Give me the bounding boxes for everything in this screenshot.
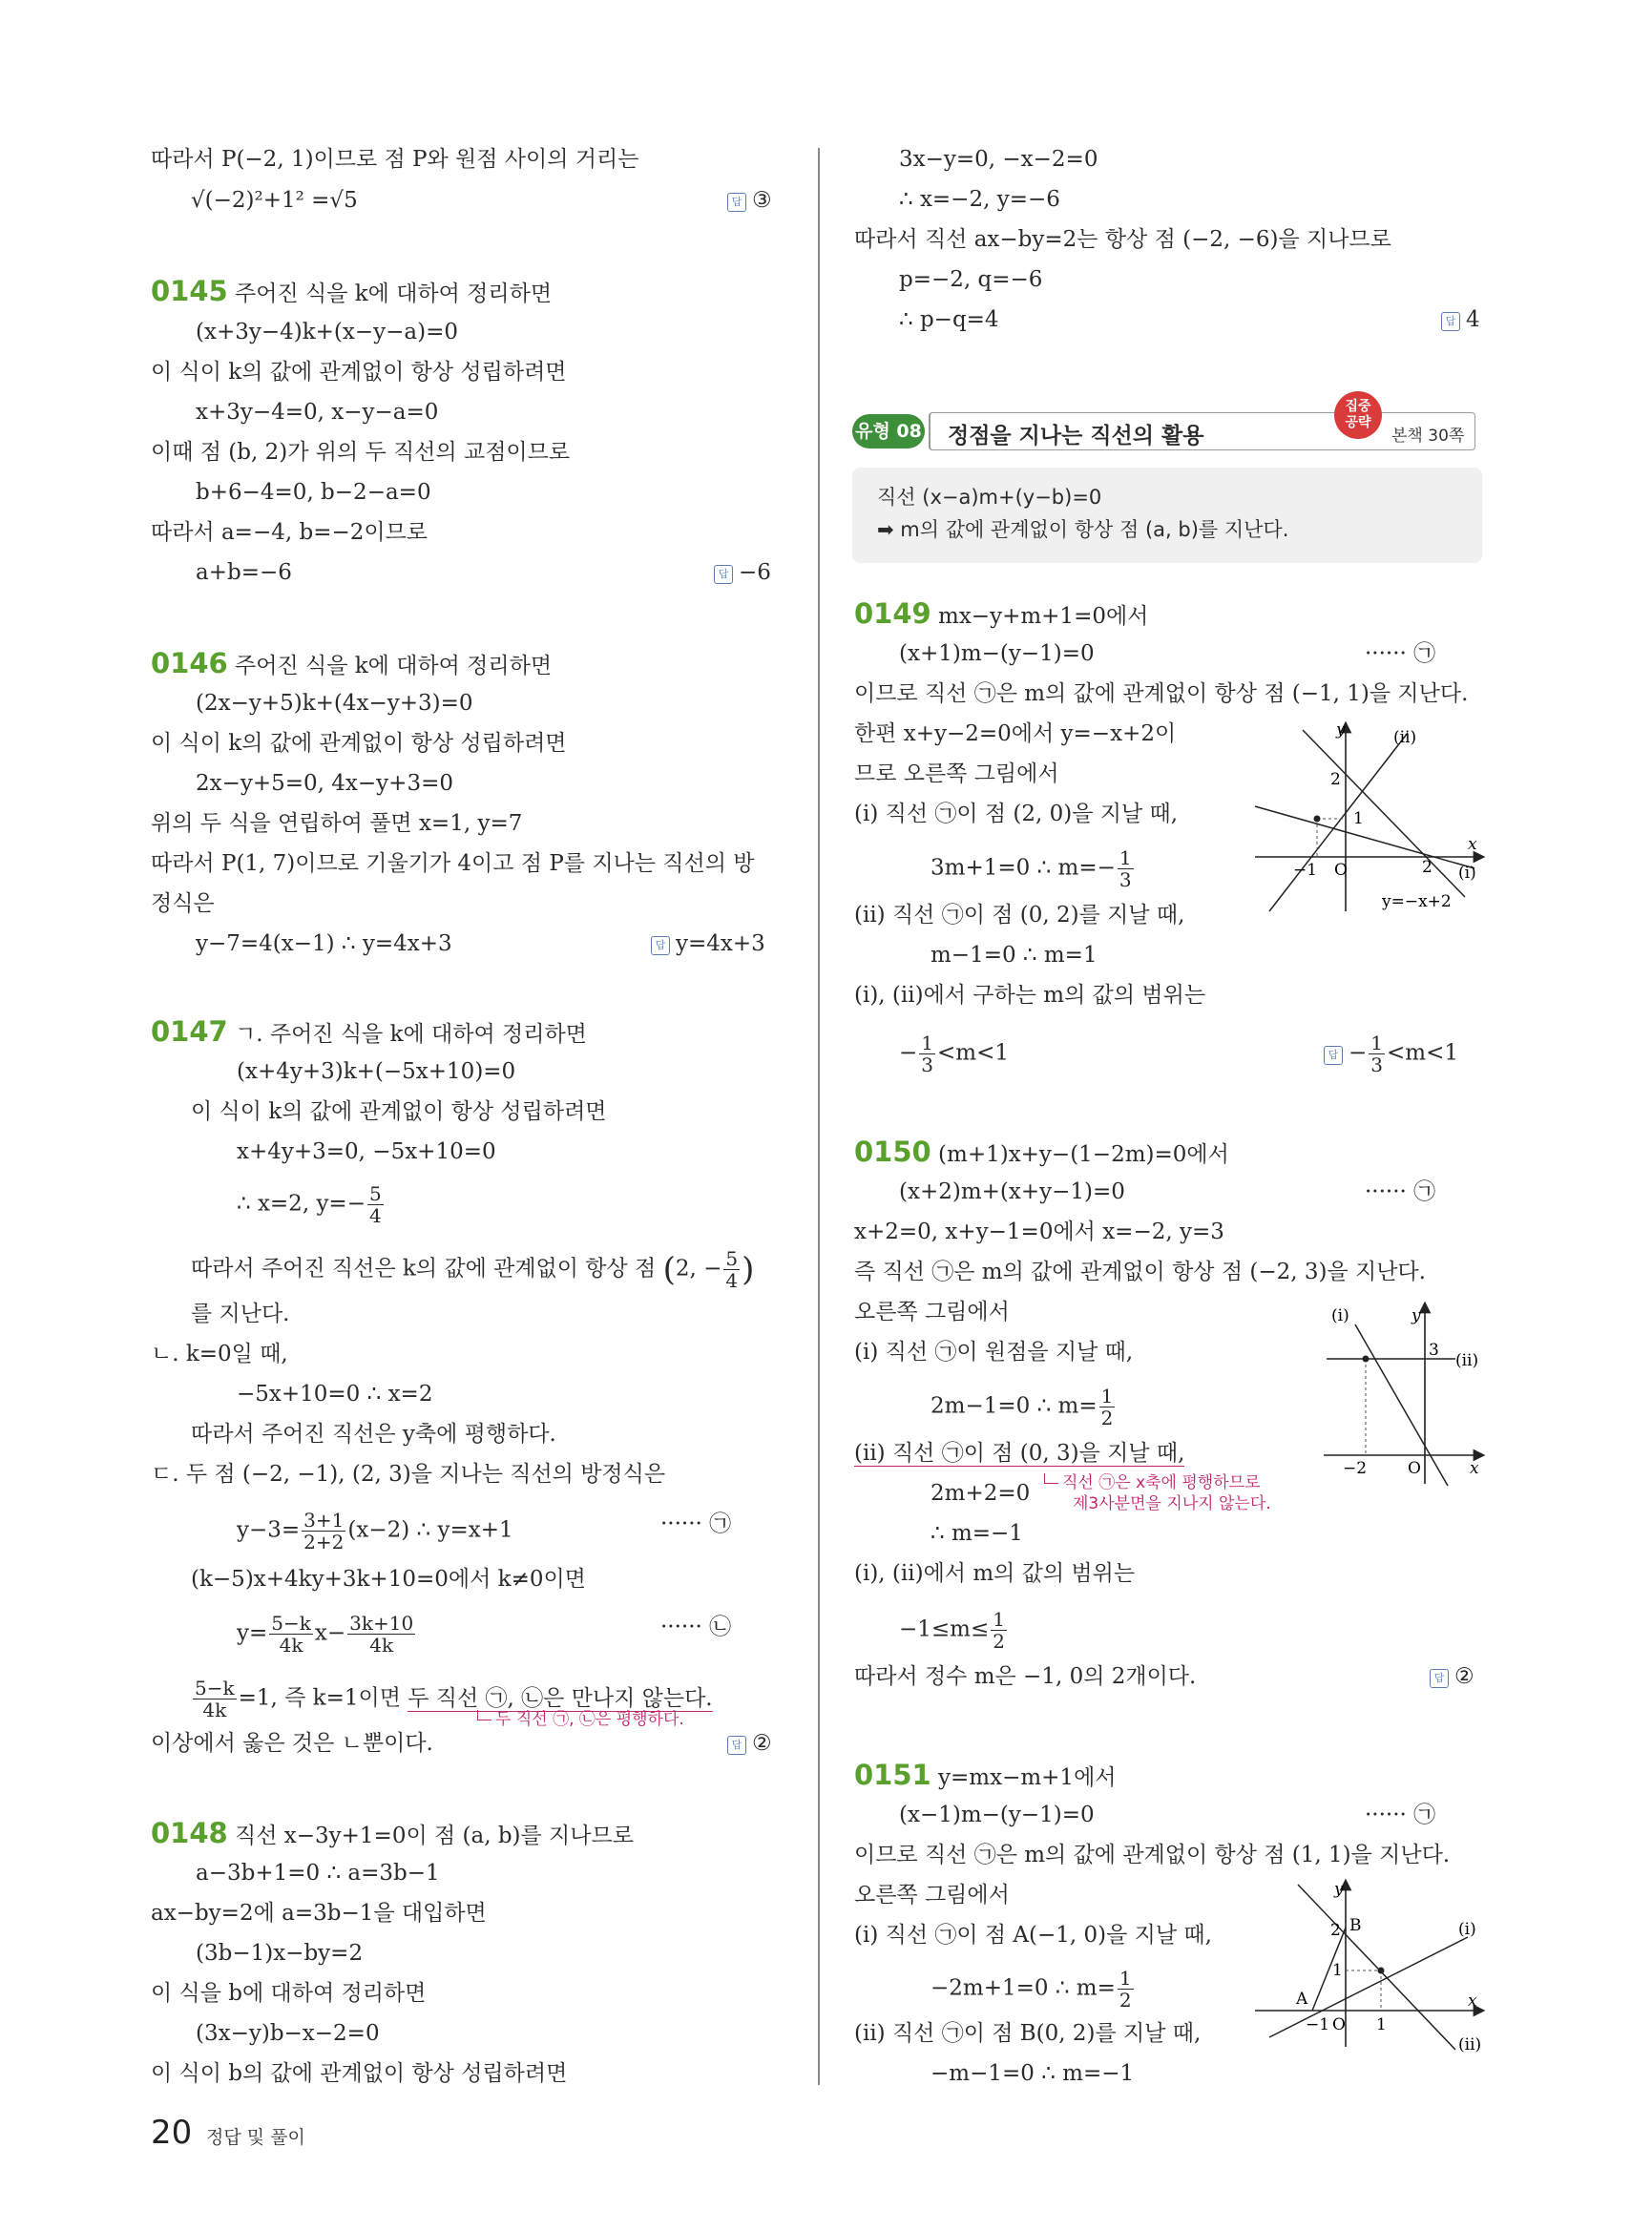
fraction: $\frac{5}{4}$ — [725, 1247, 739, 1292]
margin-note: 직선 ㉠은 x축에 평행하므로 — [1044, 1473, 1261, 1492]
answer-icon: 답 — [1324, 1046, 1343, 1065]
graph-label: y — [1412, 1306, 1421, 1325]
text-line: 이 식이 k의 값에 관계없이 항상 성립하려면 — [191, 1099, 607, 1124]
problem-0146 — [151, 649, 552, 680]
answer-mark: 답 y=4x+3 — [651, 929, 765, 958]
answer-mark: 답 4 — [1441, 305, 1480, 334]
text-line: 이 식을 b에 대하여 정리하면 — [151, 1981, 427, 2006]
math-line: (x+1)m−(y−1)=0 — [899, 641, 1095, 666]
text-line: 이므로 직선 ㉠은 m의 값에 관계없이 항상 점 (−1, 1)을 지난다. — [854, 681, 1469, 706]
graph-label: 2 — [1422, 858, 1432, 877]
graph-0150 — [1322, 1298, 1489, 1489]
math-line: −2m+1=0 ∴ m= $\frac{1}{2}$ — [931, 1967, 1132, 2012]
text-line: 오른쪽 그림에서 — [854, 1300, 1010, 1324]
text-line: 주어진 식을 k에 대하여 정리하면 — [235, 654, 553, 678]
problem-number: 0146 — [151, 647, 228, 679]
text-line: 따라서 주어진 직선은 k의 값에 관계없이 항상 점 (2, − $\frac{5}{4}$ ) — [191, 1247, 755, 1292]
math-line: ∴ m=−1 — [931, 1521, 1023, 1546]
text-line: (k−5)x+4ky+3k+10=0에서 k≠0이면 — [191, 1567, 586, 1592]
page-number: 20 — [151, 2114, 193, 2152]
math-line: a−3b+1=0 ∴ a=3b−1 — [196, 1861, 440, 1886]
graph-label: y — [1334, 1880, 1344, 1899]
text-line: 따라서 직선 ax−by=2는 항상 점 (−2, −6)을 지나므로 — [854, 227, 1391, 252]
graph-label: 2 — [1330, 770, 1341, 789]
text-line: 따라서 P(1, 7)이므로 기울기가 4이고 점 P를 지나는 직선의 방 — [151, 851, 755, 876]
math-line: y= $\frac{5-k}{4k}$ x− $\frac{3k+10}{4k}$ — [237, 1612, 414, 1657]
graph-label: O — [1332, 2015, 1346, 2034]
math-line: p=−2, q=−6 — [899, 267, 1043, 292]
margin-note: 두 직선 ㉠, ㉡은 평행하다. — [477, 1710, 684, 1729]
text-line: 이때 점 (b, 2)가 위의 두 직선의 교점이므로 — [151, 440, 571, 465]
line-y-eq — [1303, 730, 1465, 897]
answer-icon: 답 — [714, 565, 733, 584]
fraction: $\frac{1}{2}$ — [993, 1608, 1005, 1653]
math-line: −5x+10=0 ∴ x=2 — [237, 1382, 433, 1407]
text-line: 이 식이 k의 값에 관계없이 항상 성립하려면 — [151, 731, 567, 756]
graph-label: (ⅱ) — [1455, 1351, 1479, 1370]
text-line: ㄷ. 두 점 (−2, −1), (2, 3)을 지나는 직선의 방정식은 — [151, 1462, 666, 1487]
text-line: 직선 x−3y+1=0이 점 (a, b)를 지나므로 — [235, 1824, 634, 1848]
answer-mark: 답 ② — [1430, 1662, 1474, 1691]
graph-label: O — [1408, 1459, 1421, 1478]
problem-0147 — [151, 1017, 587, 1049]
math-line: (x+2)m+(x+y−1)=0 — [899, 1179, 1125, 1204]
text-line: 이 식이 k의 값에 관계없이 항상 성립하려면 — [151, 360, 567, 385]
concept-line: 직선 (x−a)m+(y−b)=0 — [877, 486, 1102, 509]
book-reference: 본책 30쪽 — [1391, 427, 1465, 446]
concept-box — [852, 468, 1482, 563]
text-line: 정식은 — [151, 891, 215, 916]
fraction: $\frac{5}{4}$ — [368, 1182, 382, 1227]
answer-mark: 답 −6 — [714, 558, 771, 587]
graph-label: 3 — [1429, 1341, 1439, 1360]
math-line: 2m+2=0 — [931, 1481, 1031, 1506]
text-line: (ⅰ) 직선 ㉠이 점 A(−1, 0)을 지날 때, — [854, 1923, 1212, 1948]
column-divider — [818, 148, 820, 2085]
math-line: √(−2)²+1² =√5 — [191, 188, 358, 213]
focus-tag: 집중 공략 — [1334, 391, 1382, 439]
fraction: $\frac{1}{2}$ — [1100, 1385, 1114, 1429]
problem-0148 — [151, 1819, 634, 1850]
math-line: m−1=0 ∴ m=1 — [931, 943, 1098, 968]
text-line: ㄴ. k=0일 때, — [151, 1342, 288, 1366]
answer-mark: 답 ② — [727, 1729, 772, 1758]
footer-label: 정답 및 풀이 — [206, 2127, 305, 2148]
graph-label: B — [1349, 1916, 1362, 1935]
fraction: $\frac{1}{3}$ — [1370, 1032, 1384, 1076]
problem-number: 0149 — [854, 597, 931, 630]
equation-tag: ······ ㉠ — [1365, 1803, 1436, 1827]
text-line: 위의 두 식을 연립하여 풀면 x=1, y=7 — [151, 811, 523, 836]
graph-label: x — [1468, 1991, 1477, 2011]
graph-label: −1 — [1293, 861, 1318, 880]
problem-0149 — [854, 599, 1148, 631]
fraction: $\frac{3k+10}{4k}$ — [349, 1612, 414, 1657]
graph-label: −2 — [1343, 1459, 1368, 1478]
graph-label: 1 — [1332, 1961, 1343, 1980]
problem-0151 — [854, 1761, 1117, 1792]
text-line: (ⅰ) 직선 ㉠이 점 (2, 0)을 지날 때, — [854, 802, 1179, 826]
math-line: x+4y+3=0, −5x+10=0 — [237, 1139, 496, 1164]
fraction: $\frac{1}{3}$ — [1119, 846, 1132, 891]
fraction: $\frac{3+1}{2+2}$ — [303, 1509, 345, 1553]
math-line: (3x−y)b−x−2=0 — [196, 2021, 380, 2046]
underlined-text: 두 직선 ㉠, ㉡은 만나지 않는다. — [408, 1685, 713, 1711]
math-line: x+2=0, x+y−1=0에서 x=−2, y=3 — [854, 1220, 1224, 1244]
graph-label: O — [1334, 861, 1348, 880]
text-line: 따라서 a=−4, b=−2이므로 — [151, 520, 429, 545]
graph-label: x — [1468, 835, 1477, 854]
line-ii — [1269, 733, 1408, 911]
math-line: − $\frac{1}{3}$ <m<1 — [899, 1032, 1010, 1076]
text-line: 를 지난다. — [191, 1302, 290, 1326]
math-line: (x−1)m−(y−1)=0 — [899, 1803, 1095, 1827]
text-line: 따라서 정수 m은 −1, 0의 2개이다. — [854, 1664, 1197, 1689]
math-line: 3x−y=0, −x−2=0 — [899, 147, 1098, 172]
math-line: y=mx−m+1에서 — [938, 1765, 1117, 1790]
answer-mark: 답 − $\frac{1}{3}$ <m<1 — [1324, 1032, 1458, 1075]
graph-label: (ⅰ) — [1331, 1306, 1349, 1325]
text-line: (ⅰ), (ⅱ)에서 구하는 m의 값의 범위는 — [854, 983, 1206, 1008]
answer-icon: 답 — [727, 193, 746, 212]
graph-label: (ⅰ) — [1458, 864, 1476, 883]
text-line: (ⅱ) 직선 ㉠이 점 B(0, 2)를 지날 때, — [854, 2021, 1202, 2046]
text-line: 주어진 식을 k에 대하여 정리하면 — [235, 281, 553, 306]
graph-label: A — [1296, 1990, 1308, 2009]
problem-number: 0145 — [151, 275, 228, 307]
math-line: (x+4y+3)k+(−5x+10)=0 — [237, 1059, 516, 1084]
fraction: $\frac{1}{2}$ — [1119, 1967, 1132, 2012]
text-line: 한편 x+y−2=0에서 y=−x+2이 — [854, 721, 1177, 746]
graph-label: (ⅱ) — [1393, 728, 1417, 747]
equation-tag: ······ ㉠ — [660, 1512, 732, 1536]
math-line: (x+3y−4)k+(x−y−a)=0 — [196, 320, 459, 344]
problem-number: 0148 — [151, 1817, 228, 1849]
text-line: 따라서 P(−2, 1)이므로 점 P와 원점 사이의 거리는 — [151, 147, 639, 172]
graph-label: y=−x+2 — [1382, 892, 1452, 911]
margin-note: 제3사분면을 지나지 않는다. — [1073, 1494, 1271, 1513]
math-line: y−3= $\frac{3+1}{2+2}$ (x−2) ∴ y=x+1 — [237, 1509, 513, 1553]
text-line: 이므로 직선 ㉠은 m의 값에 관계없이 항상 점 (1, 1)을 지난다. — [854, 1843, 1451, 1867]
text-line: 즉 직선 ㉠은 m의 값에 관계없이 항상 점 (−2, 3)을 지난다. — [854, 1260, 1426, 1284]
math-line: 2m−1=0 ∴ m= $\frac{1}{2}$ — [931, 1385, 1114, 1429]
fraction: $\frac{1}{3}$ — [921, 1032, 934, 1076]
line-i — [1269, 1937, 1468, 2037]
graph-label: (ⅱ) — [1458, 2035, 1482, 2054]
problem-number: 0151 — [854, 1759, 931, 1791]
math-line: ∴ p−q=4 — [899, 307, 999, 332]
math-line: −m−1=0 ∴ m=−1 — [931, 2061, 1135, 2086]
graph-label: 2 — [1330, 1921, 1341, 1940]
problem-0150 — [854, 1137, 1229, 1169]
text-line: ㄱ. 주어진 식을 k에 대하여 정리하면 — [235, 1022, 587, 1047]
math-line: b+6−4=0, b−2−a=0 — [196, 480, 431, 505]
graph-label: 1 — [1376, 2015, 1387, 2034]
math-line: (3b−1)x−by=2 — [196, 1941, 364, 1966]
text-line: 따라서 주어진 직선은 y축에 평행하다. — [191, 1422, 556, 1447]
graph-label: (ⅰ) — [1458, 1920, 1476, 1939]
answer-icon: 답 — [727, 1736, 746, 1755]
equation-tag: ······ ㉠ — [1365, 1179, 1436, 1204]
math-line: y−7=4(x−1) ∴ y=4x+3 — [196, 931, 452, 956]
text-line: 므로 오른쪽 그림에서 — [854, 761, 1059, 786]
fraction: $\frac{5-k}{4k}$ — [271, 1612, 311, 1657]
math-line: (m+1)x+y−(1−2m)=0에서 — [938, 1142, 1229, 1167]
math-line: ∴ x=−2, y=−6 — [899, 187, 1060, 212]
text-line: (ⅱ) 직선 ㉠이 점 (0, 2)를 지날 때, — [854, 903, 1185, 928]
problem-number: 0150 — [854, 1136, 931, 1168]
math-line: 2x−y+5=0, 4x−y+3=0 — [196, 771, 453, 796]
type-badge: 유형 08 — [852, 414, 925, 448]
answer-icon: 답 — [1430, 1669, 1449, 1688]
text-line: (ⅱ) 직선 ㉠이 점 (0, 3)을 지날 때, — [854, 1441, 1185, 1466]
answer-icon: 답 — [651, 936, 670, 955]
concept-line: ➡ m의 값에 관계없이 항상 점 (a, b)를 지난다. — [877, 518, 1289, 541]
graph-0149 — [1250, 716, 1489, 921]
text-line: (ⅰ), (ⅱ)에서 m의 값의 범위는 — [854, 1561, 1136, 1586]
text-line: ax−by=2에 a=3b−1을 대입하면 — [151, 1901, 487, 1926]
text-line: 오른쪽 그림에서 — [854, 1883, 1010, 1908]
fraction: $\frac{5-k}{4k}$ — [195, 1677, 235, 1721]
graph-label: y — [1336, 720, 1346, 740]
graph-0151 — [1250, 1875, 1489, 2066]
section-header — [852, 399, 1482, 452]
math-line: −1≤m≤ $\frac{1}{2}$ — [899, 1608, 1005, 1653]
math-line: (2x−y+5)k+(4x−y+3)=0 — [196, 691, 473, 716]
math-line: a+b=−6 — [196, 560, 292, 585]
problem-0145 — [151, 277, 552, 308]
math-line: 3m+1=0 ∴ m=− $\frac{1}{3}$ — [931, 846, 1132, 891]
graph-label: −1 — [1306, 2015, 1330, 2034]
text-line: (ⅰ) 직선 ㉠이 원점을 지날 때, — [854, 1340, 1134, 1365]
section-title: 정점을 지나는 직선의 활용 — [948, 424, 1204, 448]
graph-label: x — [1470, 1459, 1479, 1478]
math-line: mx−y+m+1=0에서 — [938, 604, 1149, 629]
math-line: ∴ x=2, y=− $\frac{5}{4}$ — [237, 1182, 382, 1227]
line-i — [1255, 806, 1474, 868]
math-line: $\frac{5-k}{4k}$ =1, 즉 k=1이면 두 직선 ㉠, ㉡은 만나지 않는다. — [195, 1677, 713, 1721]
text-line: 이상에서 옳은 것은 ㄴ뿐이다. — [151, 1731, 433, 1756]
answer-icon: 답 — [1441, 312, 1460, 331]
equation-tag: ······ ㉡ — [660, 1615, 732, 1639]
math-line: x+3y−4=0, x−y−a=0 — [196, 400, 439, 425]
equation-tag: ······ ㉠ — [1365, 641, 1436, 666]
graph-label: 1 — [1353, 809, 1364, 828]
text-line: 이 식이 b의 값에 관계없이 항상 성립하려면 — [151, 2061, 568, 2086]
answer-mark: 답 ③ — [727, 186, 772, 215]
problem-number: 0147 — [151, 1015, 228, 1048]
